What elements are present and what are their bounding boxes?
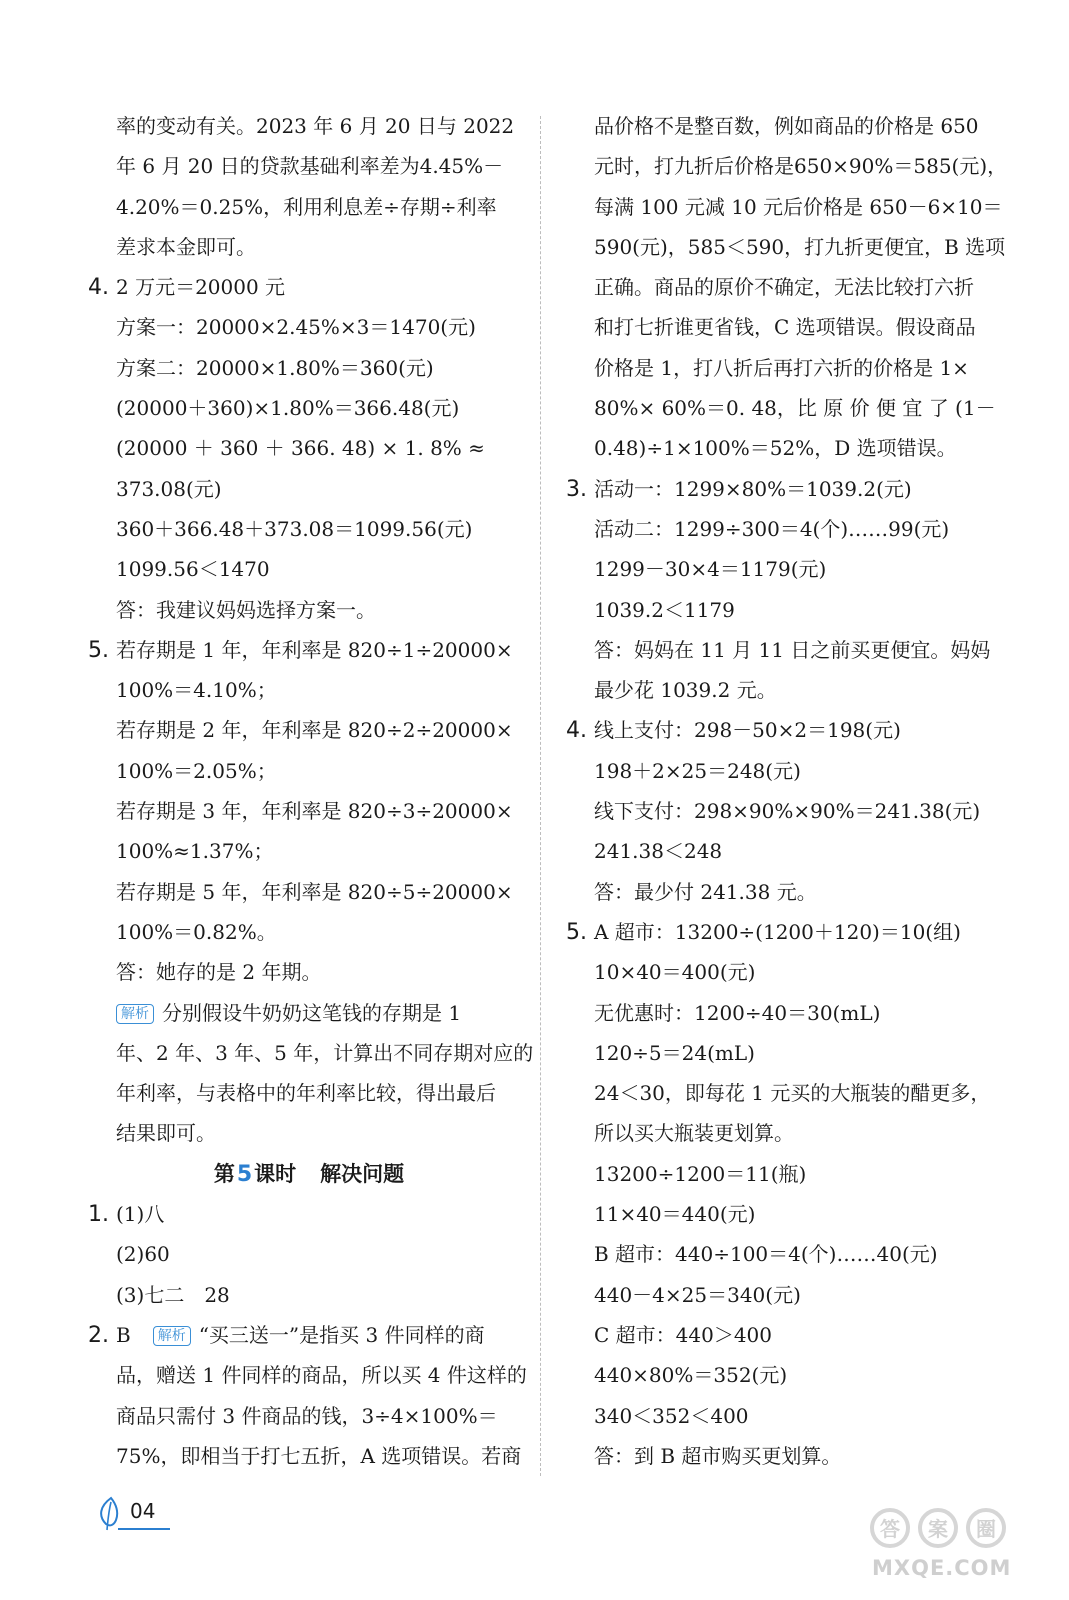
text-line: 年、2 年、3 年、5 年，计算出不同存期对应的 (116, 1040, 534, 1065)
text-line: “买三送一”是指买 3 件同样的商 (198, 1322, 485, 1347)
question-2 (88, 1315, 530, 1355)
text-line: 商品只需付 3 件商品的钱，3÷4×100%＝ (116, 1403, 498, 1428)
text-line: 答：我建议妈妈选择方案一。 (116, 597, 376, 622)
text-line: 活动二：1299÷300＝4(个)……99(元) (594, 516, 950, 541)
column-divider (540, 116, 541, 1476)
text-line: 线下支付：298×90%×90%＝241.38(元) (594, 799, 981, 824)
text-line: 360＋366.48＋373.08＝1099.56(元) (116, 516, 473, 541)
text-line: 120÷5＝24(mL) (594, 1040, 755, 1065)
text-line: 所以买大瓶装更划算。 (594, 1121, 794, 1146)
question-number: 5. (566, 919, 587, 945)
heading-title: 解决问题 (320, 1161, 405, 1186)
text-line: 若存期是 5 年，年利率是 820÷5÷20000× (116, 879, 513, 904)
text-line: 2 万元＝20000 元 (116, 275, 286, 300)
question-1 (88, 1194, 530, 1234)
text-line: C 超市：440＞400 (594, 1322, 773, 1347)
answer-choice: B (116, 1322, 131, 1347)
text-line: B 超市：440÷100＝4(个)……40(元) (594, 1242, 938, 1267)
right-column (566, 106, 1008, 1476)
watermark-text: MXQE.COM (872, 1556, 1012, 1580)
question-number: 4. (88, 275, 109, 301)
question-number: 1. (88, 1202, 109, 1228)
question-3 (566, 469, 1008, 509)
text-line: 4.20%＝0.25%，利用利息差÷存期÷利率 (116, 194, 497, 219)
text-line: 品价格不是整百数，例如商品的价格是 650 (594, 114, 979, 138)
watermark-char: 圈 (976, 1517, 996, 1541)
text-line: 100%≈1.37%； (116, 839, 274, 864)
text-line: 若存期是 3 年，年利率是 820÷3÷20000× (116, 799, 513, 824)
text-line: 100%＝0.82%。 (116, 919, 277, 944)
text-line: 1039.2＜1179 (594, 597, 735, 622)
text-line: 答：她存的是 2 年期。 (116, 960, 322, 985)
text-line: 100%＝4.10%； (116, 678, 277, 703)
analysis-tag: 解析 (153, 1326, 191, 1346)
watermark-char: 案 (928, 1517, 948, 1541)
text-line: 1099.56＜1470 (116, 557, 270, 582)
page-number: 04 (130, 1499, 156, 1523)
text-line: 线上支付：298－50×2＝198(元) (594, 718, 901, 743)
text-line: 100%＝2.05%； (116, 758, 277, 783)
question-5 (566, 912, 1008, 952)
page-number-underline (118, 1528, 170, 1530)
text-line: 差求本金即可。 (116, 234, 256, 259)
answer-circle-logo-icon (868, 1500, 1018, 1556)
text-line: 373.08(元) (116, 476, 222, 501)
text-line: (20000＋360)×1.80%＝366.48(元) (116, 396, 460, 421)
text-line: 活动一：1299×80%＝1039.2(元) (594, 476, 912, 501)
text-line: 若存期是 1 年，年利率是 820÷1÷20000× (116, 637, 513, 662)
text-line: 方案一：20000×2.45%×3＝1470(元) (116, 315, 476, 340)
text-line: 结果即可。 (116, 1121, 216, 1146)
text-line: 24＜30，即每花 1 元买的大瓶装的醋更多， (594, 1081, 991, 1106)
text-line: 无优惠时：1200÷40＝30(mL) (594, 1000, 881, 1025)
text-line: 年 6 月 20 日的贷款基础利率差为4.45%－ (116, 154, 504, 179)
text-line: 590(元)，585＜590，打九折更便宜，B 选项 (594, 234, 1006, 259)
question-number: 4. (566, 718, 587, 744)
text-line: 率的变动有关。2023 年 6 月 20 日与 2022 (116, 114, 515, 138)
text-line: 80%× 60%＝0. 48，比 原 价 便 宜 了 (1－ (594, 396, 996, 421)
text-line: 分别假设牛奶奶这笔钱的存期是 1 (162, 1000, 462, 1025)
text-line: 13200÷1200＝11(瓶) (594, 1161, 807, 1186)
text-line: 0.48)÷1×100%＝52%，D 选项错误。 (594, 436, 957, 461)
page-footer (96, 1496, 172, 1532)
watermark-char: 答 (880, 1517, 900, 1541)
text-line: 年利率，与表格中的年利率比较，得出最后 (116, 1081, 496, 1106)
text-line: 11×40＝440(元) (594, 1202, 756, 1227)
heading-suffix: 课时 (254, 1161, 297, 1186)
text-line: (1)八 (116, 1202, 165, 1227)
left-column (88, 106, 534, 1476)
text-line: 440×80%＝352(元) (594, 1363, 788, 1388)
text-line: 答：最少付 241.38 元。 (594, 879, 817, 904)
text-line: 最少花 1039.2 元。 (594, 678, 777, 703)
question-number: 2. (88, 1322, 109, 1348)
analysis-tag: 解析 (116, 1004, 154, 1024)
text-line: 1299－30×4＝1179(元) (594, 557, 827, 582)
leaf-icon (96, 1496, 126, 1532)
lesson-number: 5 (236, 1161, 253, 1187)
question-4 (566, 710, 1008, 750)
text-line: 方案二：20000×1.80%＝360(元) (116, 355, 434, 380)
question-number: 3. (566, 476, 587, 502)
text-line: 440－4×25＝340(元) (594, 1282, 801, 1307)
question-5 (88, 630, 530, 670)
text-line: 241.38＜248 (594, 839, 723, 864)
text-line: 每满 100 元减 10 元后价格是 650－6×10＝ (594, 194, 1003, 219)
text-line: (2)60 (116, 1242, 170, 1267)
question-4 (88, 267, 530, 307)
section-heading (88, 1154, 530, 1194)
text-line: 答：妈妈在 11 月 11 日之前买更便宜。妈妈 (594, 637, 991, 662)
text-line: 品，赠送 1 件同样的商品，所以买 4 件这样的 (116, 1363, 527, 1388)
text-line: 价格是 1，打八折后再打六折的价格是 1× (594, 355, 969, 380)
text-line: 10×40＝400(元) (594, 960, 756, 985)
heading-prefix: 第 (213, 1161, 235, 1186)
text-line: 340＜352＜400 (594, 1403, 749, 1428)
text-line: 和打七折谁更省钱，C 选项错误。假设商品 (594, 315, 976, 340)
watermark (868, 1500, 1018, 1586)
question-number: 5. (88, 637, 109, 663)
text-line: 正确。商品的原价不确定，无法比较打六折 (594, 275, 974, 300)
text-line: (20000 ＋ 360 ＋ 366. 48) × 1. 8% ≈ (116, 436, 485, 461)
text-line: 元时，打九折后价格是650×90%＝585(元)， (594, 154, 1008, 179)
analysis-line (88, 993, 530, 1033)
text-line: 答：到 B 超市购买更划算。 (594, 1443, 842, 1468)
text-line: (3)七二 28 (116, 1282, 230, 1307)
text-line: 若存期是 2 年，年利率是 820÷2÷20000× (116, 718, 513, 743)
text-line: 75%，即相当于打七五折，A 选项错误。若商 (116, 1443, 522, 1468)
text-line: 198＋2×25＝248(元) (594, 758, 801, 783)
text-line: A 超市：13200÷(1200＋120)＝10(组) (594, 919, 961, 944)
